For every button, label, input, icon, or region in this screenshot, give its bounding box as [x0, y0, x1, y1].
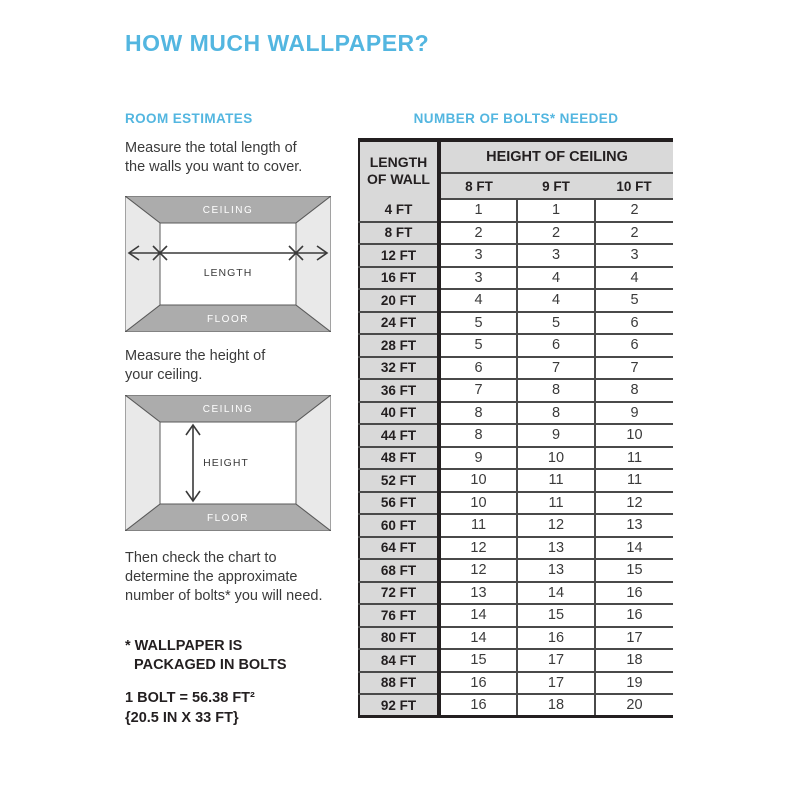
- instruction-measure-length: [125, 139, 302, 177]
- bolt-count-cell: 1: [439, 199, 517, 222]
- bolt-count-cell: 8: [439, 424, 517, 447]
- bolt-size-line: {20.5 IN X 33 FT}: [125, 710, 239, 726]
- bolt-count-cell: 6: [517, 334, 595, 357]
- bolt-count-cell: 3: [517, 244, 595, 267]
- row-label: 32 FT: [359, 357, 439, 380]
- row-label: 20 FT: [359, 289, 439, 312]
- page-title: HOW MUCH WALLPAPER?: [125, 30, 430, 56]
- floor-label: FLOOR: [207, 513, 249, 524]
- bolt-count-cell: 19: [595, 672, 673, 695]
- table-header-row: [359, 140, 673, 173]
- wallpaper-bolts-footnote: [125, 637, 287, 675]
- row-label: 72 FT: [359, 582, 439, 605]
- bolt-count-cell: 4: [595, 267, 673, 290]
- bolt-count-cell: 9: [439, 447, 517, 470]
- bolt-count-cell: 4: [517, 267, 595, 290]
- room-length-diagram: [125, 196, 331, 332]
- bolt-count-cell: 6: [439, 357, 517, 380]
- bolt-count-cell: 12: [595, 492, 673, 515]
- table-row: [359, 514, 673, 537]
- row-label: 64 FT: [359, 537, 439, 560]
- table-row: [359, 222, 673, 245]
- bolt-count-cell: 3: [439, 267, 517, 290]
- bolt-count-cell: 5: [439, 312, 517, 335]
- bolt-count-cell: 14: [517, 582, 595, 605]
- bolt-count-cell: 14: [439, 604, 517, 627]
- row-label: 68 FT: [359, 559, 439, 582]
- instruction-line: determine the approximate: [125, 569, 298, 585]
- row-label: 76 FT: [359, 604, 439, 627]
- row-label: 84 FT: [359, 649, 439, 672]
- bolt-count-cell: 14: [439, 627, 517, 650]
- row-label: 52 FT: [359, 469, 439, 492]
- table-row: [359, 672, 673, 695]
- instruction-line: Measure the total length of: [125, 140, 297, 156]
- length-of-wall-header: [359, 140, 439, 199]
- row-label: 28 FT: [359, 334, 439, 357]
- table-row: [359, 357, 673, 380]
- bolt-count-cell: 15: [595, 559, 673, 582]
- bolt-count-cell: 6: [595, 334, 673, 357]
- row-label: 16 FT: [359, 267, 439, 290]
- row-label: 36 FT: [359, 379, 439, 402]
- table-row: [359, 402, 673, 425]
- row-label: 24 FT: [359, 312, 439, 335]
- footnote-line: PACKAGED IN BOLTS: [134, 657, 287, 673]
- table-row: [359, 447, 673, 470]
- bolt-count-cell: 13: [517, 559, 595, 582]
- bolt-count-cell: 8: [595, 379, 673, 402]
- bolt-count-cell: 1: [517, 199, 595, 222]
- table-row: [359, 379, 673, 402]
- table-row: [359, 289, 673, 312]
- table-row: [359, 267, 673, 290]
- ceiling-label: CEILING: [202, 404, 254, 415]
- bolts-table-heading: NUMBER OF BOLTS* NEEDED: [413, 111, 619, 126]
- row-label: 8 FT: [359, 222, 439, 245]
- row-label: 48 FT: [359, 447, 439, 470]
- bolt-count-cell: 8: [439, 402, 517, 425]
- ceiling-height-header: 9 FT: [517, 173, 595, 199]
- table-row: [359, 334, 673, 357]
- instruction-line: your ceiling.: [125, 367, 203, 383]
- bolt-count-cell: 18: [517, 694, 595, 717]
- bolt-count-cell: 11: [595, 447, 673, 470]
- bolt-count-cell: 10: [595, 424, 673, 447]
- table-row: [359, 604, 673, 627]
- row-label: 44 FT: [359, 424, 439, 447]
- row-label: 80 FT: [359, 627, 439, 650]
- bolt-count-cell: 9: [517, 424, 595, 447]
- bolt-count-cell: 5: [595, 289, 673, 312]
- bolt-count-cell: 20: [595, 694, 673, 717]
- table-row: [359, 627, 673, 650]
- bolt-count-cell: 16: [595, 582, 673, 605]
- bolt-count-cell: 10: [439, 492, 517, 515]
- row-label: 60 FT: [359, 514, 439, 537]
- bolt-count-cell: 10: [439, 469, 517, 492]
- height-of-ceiling-header: HEIGHT OF CEILING: [439, 140, 673, 173]
- bolt-count-cell: 2: [439, 222, 517, 245]
- bolt-count-cell: 7: [595, 357, 673, 380]
- table-row: [359, 424, 673, 447]
- header-line: OF WALL: [367, 170, 430, 187]
- header-line: LENGTH: [369, 153, 428, 170]
- room-height-diagram: [125, 395, 331, 531]
- table-row: [359, 649, 673, 672]
- table-row: [359, 559, 673, 582]
- floor-label: FLOOR: [207, 314, 249, 325]
- bolt-count-cell: 16: [595, 604, 673, 627]
- bolt-count-cell: 18: [595, 649, 673, 672]
- instruction-line: number of bolts* you will need.: [125, 588, 323, 604]
- bolt-count-cell: 7: [439, 379, 517, 402]
- bolt-count-cell: 8: [517, 402, 595, 425]
- bolt-count-cell: 17: [517, 672, 595, 695]
- bolt-size-line: 1 BOLT = 56.38 FT²: [125, 690, 255, 706]
- ceiling-height-header: 10 FT: [595, 173, 673, 199]
- bolt-count-cell: 4: [517, 289, 595, 312]
- row-label: 4 FT: [359, 199, 439, 222]
- table-row: [359, 694, 673, 717]
- table-row: [359, 199, 673, 222]
- instruction-measure-height: [125, 347, 265, 385]
- instruction-line: the walls you want to cover.: [125, 159, 303, 175]
- bolt-count-cell: 9: [595, 402, 673, 425]
- bolt-count-cell: 11: [517, 492, 595, 515]
- row-label: 88 FT: [359, 672, 439, 695]
- bolt-count-cell: 16: [439, 694, 517, 717]
- bolt-count-cell: 16: [439, 672, 517, 695]
- bolt-count-cell: 13: [439, 582, 517, 605]
- bolt-count-cell: 12: [439, 537, 517, 560]
- table-row: [359, 537, 673, 560]
- bolt-count-cell: 6: [595, 312, 673, 335]
- instruction-line: Measure the height of: [125, 348, 266, 364]
- bolt-count-cell: 13: [517, 537, 595, 560]
- bolts-table: [358, 138, 673, 718]
- bolt-count-cell: 13: [595, 514, 673, 537]
- bolt-count-cell: 7: [517, 357, 595, 380]
- row-label: 56 FT: [359, 492, 439, 515]
- height-measure-label: HEIGHT: [203, 457, 249, 469]
- bolt-count-cell: 2: [595, 222, 673, 245]
- bolt-count-cell: 15: [439, 649, 517, 672]
- bolt-count-cell: 12: [517, 514, 595, 537]
- table-row: [359, 492, 673, 515]
- table-row: [359, 469, 673, 492]
- bolt-size-note: [125, 688, 255, 728]
- bolt-count-cell: 4: [439, 289, 517, 312]
- bolt-count-cell: 5: [439, 334, 517, 357]
- table-row: [359, 312, 673, 335]
- length-measure-label: LENGTH: [203, 267, 253, 279]
- bolt-count-cell: 15: [517, 604, 595, 627]
- table-row: [359, 244, 673, 267]
- row-label: 12 FT: [359, 244, 439, 267]
- bolt-count-cell: 11: [439, 514, 517, 537]
- bolt-count-cell: 10: [517, 447, 595, 470]
- bolt-count-cell: 2: [595, 199, 673, 222]
- bolt-count-cell: 5: [517, 312, 595, 335]
- row-label: 92 FT: [359, 694, 439, 717]
- instruction-check-chart: [125, 549, 322, 606]
- table-row: [359, 582, 673, 605]
- bolt-count-cell: 17: [517, 649, 595, 672]
- bolt-count-cell: 14: [595, 537, 673, 560]
- instruction-line: Then check the chart to: [125, 550, 277, 566]
- bolt-count-cell: 3: [595, 244, 673, 267]
- footnote-line: * WALLPAPER IS: [125, 638, 243, 654]
- bolt-count-cell: 2: [517, 222, 595, 245]
- bolt-count-cell: 17: [595, 627, 673, 650]
- bolt-count-cell: 16: [517, 627, 595, 650]
- ceiling-label: CEILING: [202, 205, 254, 216]
- ceiling-height-header: 8 FT: [439, 173, 517, 199]
- bolt-count-cell: 12: [439, 559, 517, 582]
- bolt-count-cell: 8: [517, 379, 595, 402]
- bolt-count-cell: 3: [439, 244, 517, 267]
- row-label: 40 FT: [359, 402, 439, 425]
- bolt-count-cell: 11: [517, 469, 595, 492]
- bolt-count-cell: 11: [595, 469, 673, 492]
- back-wall: [160, 223, 296, 305]
- room-estimates-heading: ROOM ESTIMATES: [125, 111, 253, 126]
